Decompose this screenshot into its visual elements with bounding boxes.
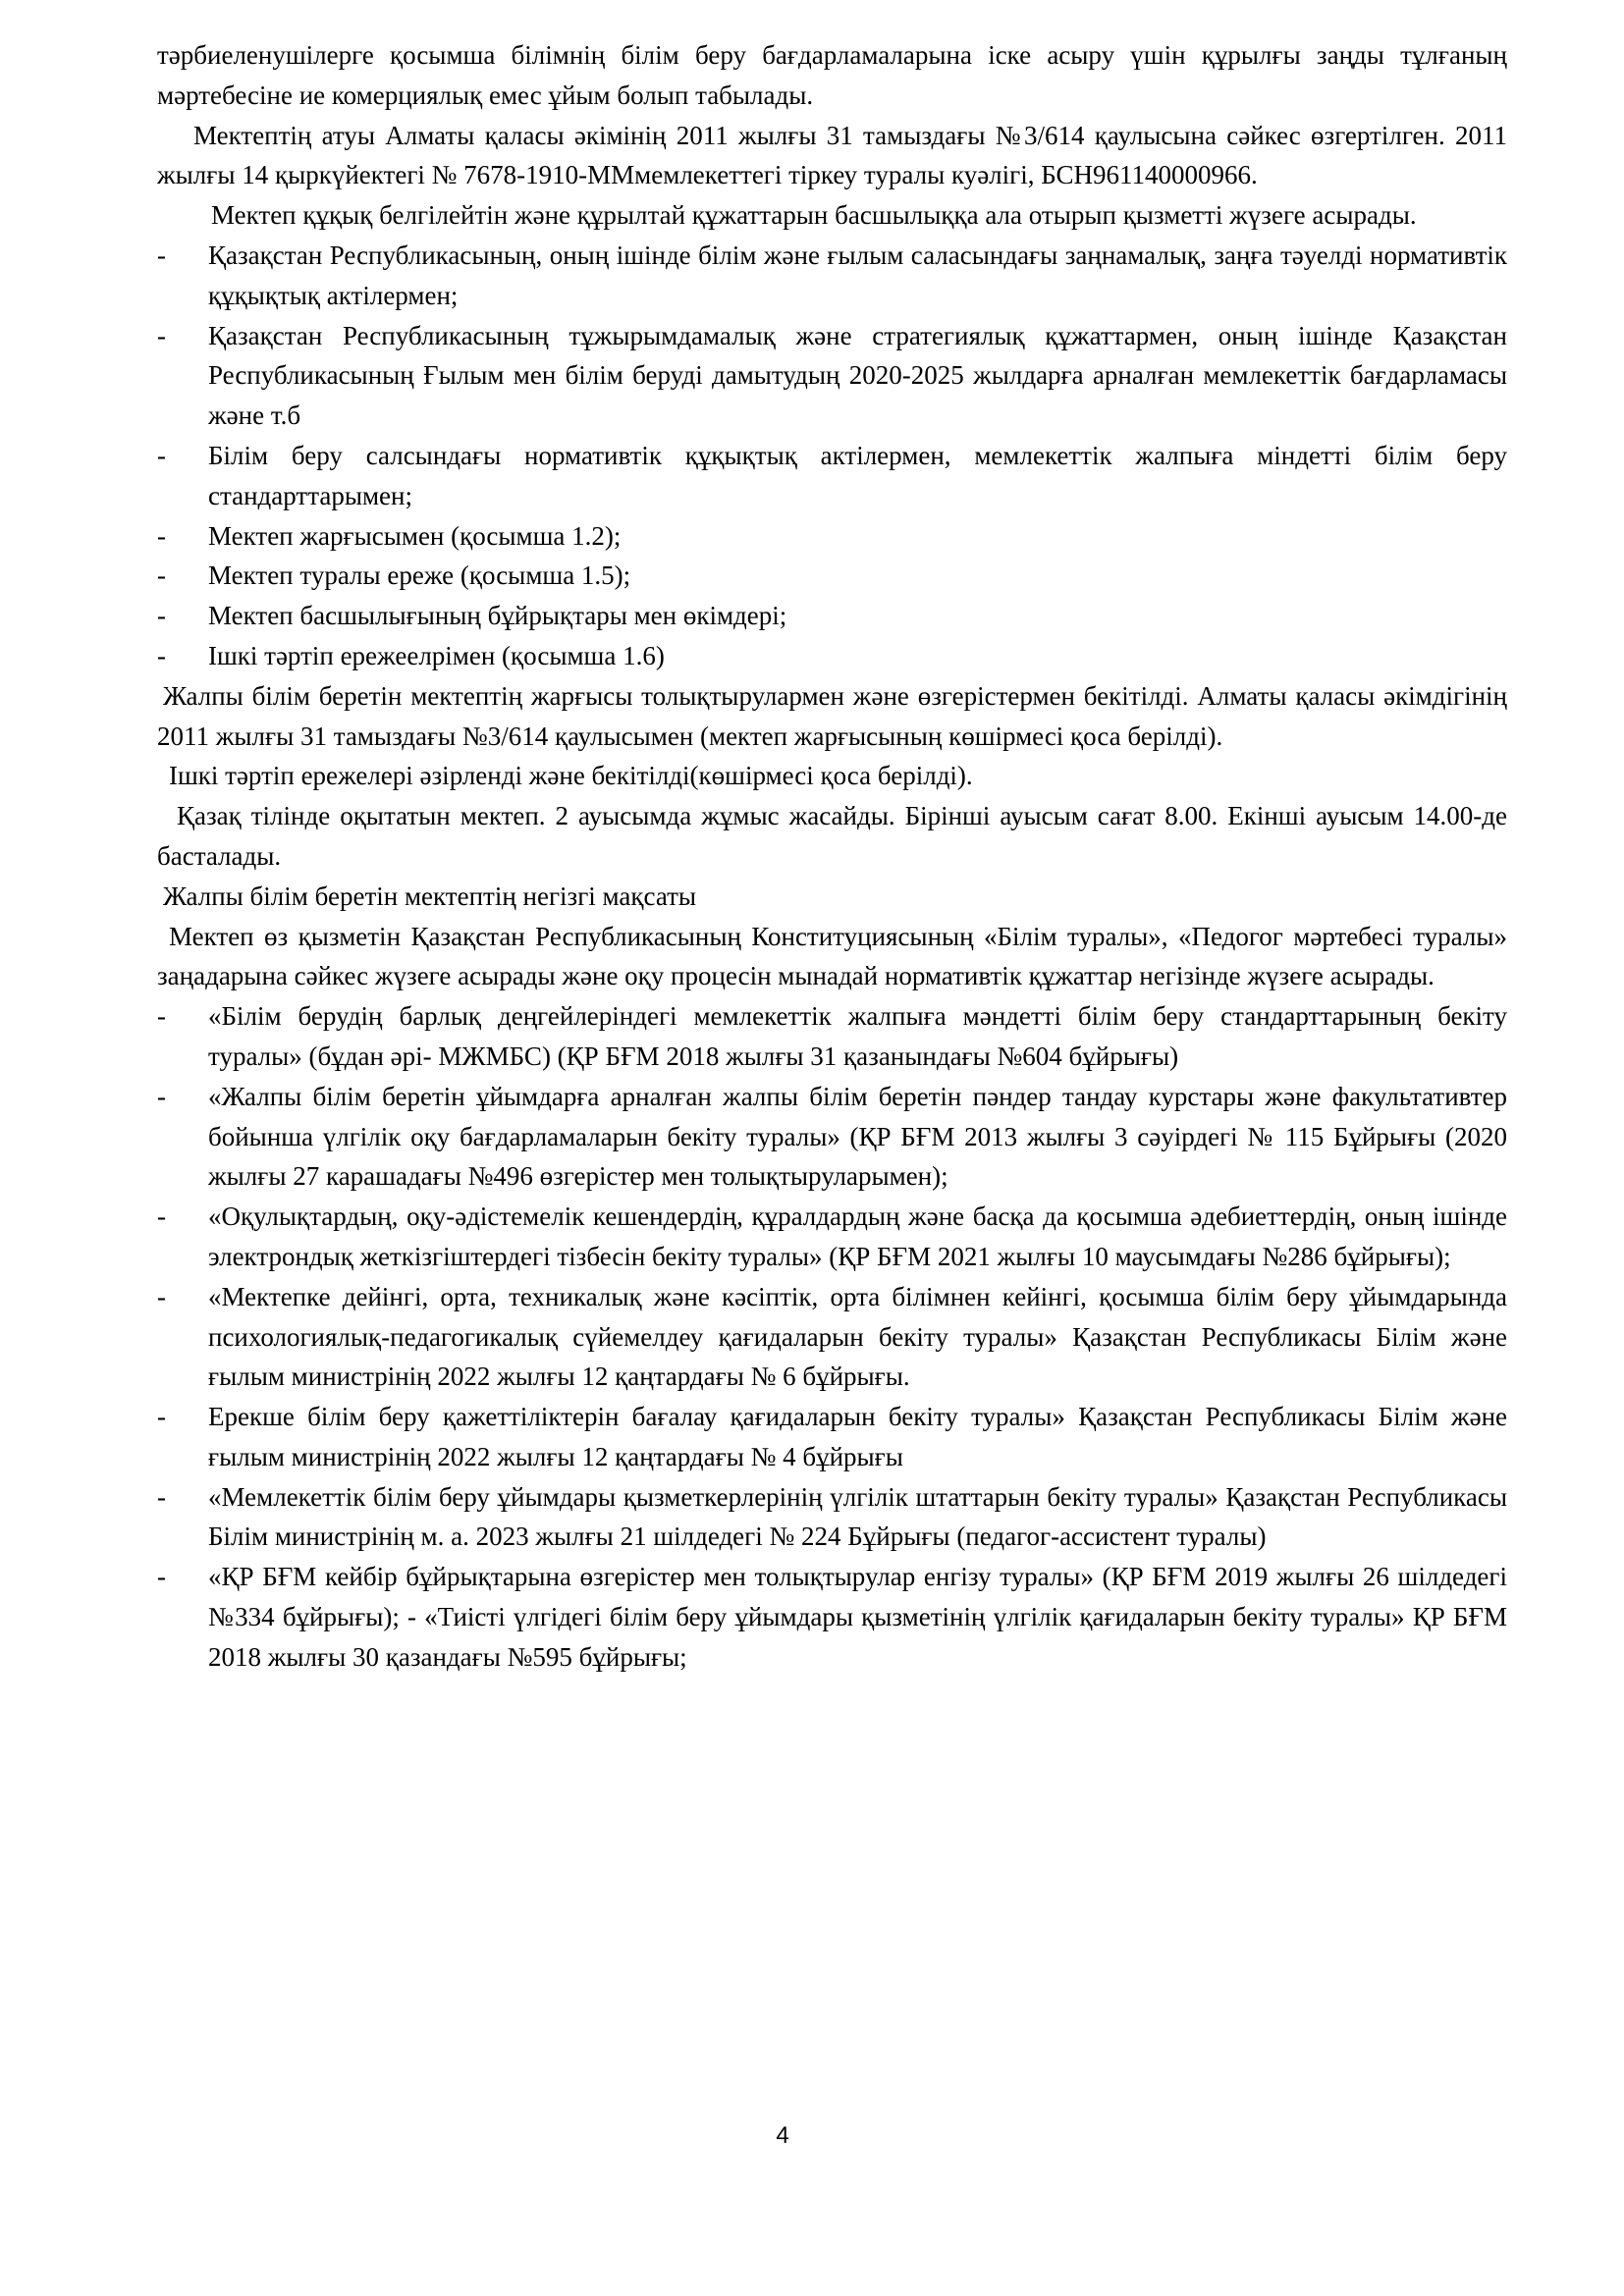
list-item-text: Қазақстан Республикасының, оның ішінде білім және ғылым саласындағы заңнамалық, заңға тәуелді нормативтік құқықтық актілермен;	[208, 240, 1507, 310]
bullet-dash: -	[157, 1081, 166, 1111]
list-item-text: «Жалпы білім беретін ұйымдарға арналған жалпы білім беретін пәндер тандау курстары және факультативтер бойынша үлгілік оқу бағдарламаларын бекіту туралы» (ҚР БҒМ 2013 жылғы 3 сәуірдегі № 115 Бұйрығы (2020 жылғы 27 карашадағы №496 өзгерістер мен толықтыруларымен);	[208, 1081, 1507, 1192]
list-item-text: Білім беру салсындағы нормативтік құқықтық актілермен, мемлекеттік жалпыға міндетті білім беру стандарттарымен;	[208, 440, 1507, 510]
paragraph: Қазақ тілінде оқытатын мектеп. 2 ауысымда жұмыс жасайды. Бірінші ауысым сағат 8.00. Екінші ауысым 14.00-де басталады.	[157, 801, 1507, 871]
list-item-text: Мектеп туралы ереже (қосымша 1.5);	[208, 561, 631, 591]
bullet-dash: -	[157, 640, 166, 670]
bullet-dash: -	[157, 240, 166, 270]
bullet-dash: -	[157, 1402, 166, 1432]
paragraph: Ішкі тәртіп ережелері әзірленді және бекітілді(көшірмесі қоса берілді).	[169, 761, 973, 791]
list-item	[157, 436, 1507, 516]
bullet-dash: -	[157, 1001, 166, 1032]
list-item-text: «ҚР БҒМ кейбір бұйрықтарына өзгерістер мен толықтырулар енгізу туралы» (ҚР БҒМ 2019 жылғы 26 шілдедегі №334 бұйрығы); - «Тиісті үлгідегі білім беру ұйымдары қызметінің үлгілік қағидаларын бекіту туралы» ҚР БҒМ 2018 жылғы 30 қазандағы №595 бұйрығы;	[208, 1562, 1507, 1672]
list-item	[157, 236, 1507, 316]
bullet-dash: -	[157, 1562, 166, 1592]
paragraph: Мектептің атуы Алматы қаласы әкімінің 2011 жылғы 31 тамыздағы №3/614 қаулысына сәйкес өзгертілген. 2011 жылғы 14 қыркүйектегі № 7678-1910-ММмемлекеттегі тіркеу туралы куәлігі, БСН961140000966.	[157, 120, 1507, 190]
list-item	[157, 1397, 1507, 1477]
bullet-dash: -	[157, 561, 166, 591]
list-item	[157, 1277, 1507, 1397]
list-item-text: «Мектепке дейінгі, орта, техникалық және кәсіптік, орта білімнен кейінгі, қосымша білім беру ұйымдарында психологиялық-педагогикалық сүйемелдеу қағидаларын бекіту туралы» Қазақстан Республикасы Білім және ғылым министрінің 2022 жылғы 12 қаңтардағы № 6 бұйрығы.	[208, 1281, 1507, 1392]
list-item	[157, 516, 1507, 557]
list-item-text: Қазақстан Республикасының тұжырымдамалық және стратегиялық құжаттармен, оның ішінде Қазақстан Республикасының Ғылым мен білім беруді дамытудың 2020-2025 жылдарға арналған мемлекеттік бағдарламасы және т.б	[208, 320, 1507, 431]
bullet-dash: -	[157, 320, 166, 350]
page-number: 4	[776, 2122, 789, 2149]
bullet-dash: -	[157, 1281, 166, 1311]
list-item-text: Мектеп басшылығының бұйрықтары мен өкімдері;	[208, 601, 787, 631]
list-item	[157, 1477, 1507, 1558]
list-item	[157, 1197, 1507, 1277]
bullet-dash: -	[157, 1481, 166, 1512]
list-item	[157, 1077, 1507, 1197]
list-item	[157, 996, 1507, 1077]
paragraph: Мектеп құқық белгілейтін және құрылтай құжаттарын басшылыққа ала отырып қызметті жүзеге асырады.	[211, 200, 1417, 231]
paragraph: Жалпы білім беретін мектептің жарғысы толықтырулармен және өзгерістермен бекітілді. Алматы қаласы әкімдігінің 2011 жылғы 31 тамыздағы №3/614 қаулысымен (мектеп жарғысының көшірмесі қоса берілді).	[157, 680, 1507, 751]
list-item	[157, 316, 1507, 436]
paragraph: тәрбиеленушілерге қосымша білімнің білім беру бағдарламаларына іске асыру үшін құрылғы заңды тұлғаның мәртебесіне ие комерциялық емес ұйым болып табылады.	[157, 40, 1507, 110]
bullet-dash: -	[157, 601, 166, 631]
page-footer	[0, 2122, 1624, 2150]
list-item	[157, 1557, 1507, 1677]
bullet-dash: -	[157, 1201, 166, 1232]
bullet-dash: -	[157, 440, 166, 470]
list-item-text: «Оқулықтардың, оқу-әдістемелік кешендердің, құралдардың және басқа да қосымша әдебиеттердің, оның ішінде электрондық жеткізгіштердегі тізбесін бекіту туралы» (ҚР БҒМ 2021 жылғы 10 маусымдағы №286 бұйрығы);	[208, 1201, 1507, 1271]
list-item-text: Ерекше білім беру қажеттіліктерін бағалау қағидаларын бекіту туралы» Қазақстан Республикасы Білім және ғылым министрінің 2022 жылғы 12 қаңтардағы № 4 бұйрығы	[208, 1402, 1507, 1471]
list-item	[157, 596, 1507, 636]
list-item	[157, 556, 1507, 596]
list-item-text: Ішкі тәртіп ережеелрімен (қосымша 1.6)	[208, 640, 665, 670]
list-item-text: «Мемлекеттік білім беру ұйымдары қызметкерлерінің үлгілік штаттарын бекіту туралы» Қазақстан Республикасы Білім министрінің м. а. 2023 жылғы 21 шілдедегі № 224 Бұйрығы (педагог-ассистент туралы)	[208, 1481, 1507, 1552]
list-item	[157, 636, 1507, 676]
list-item-text: «Білім берудің барлық деңгейлеріндегі мемлекеттік жалпыға мәндетті білім беру стандарттарының бекіту туралы» (бұдан әрі- МЖМБС) (ҚР БҒМ 2018 жылғы 31 қазанындағы №604 бұйрығы)	[208, 1001, 1507, 1071]
bullet-dash: -	[157, 520, 166, 551]
section-heading: Жалпы білім беретін мектептің негізгі мақсаты	[163, 881, 697, 911]
list-item-text: Мектеп жарғысымен (қосымша 1.2);	[208, 520, 622, 551]
document-page	[157, 35, 1507, 1678]
paragraph: Мектеп өз қызметін Қазақстан Республикасының Конституциясының «Білім туралы», «Педогог мәртебесі туралы» заңадарына сәйкес жүзеге асырады және оқу процесін мынадай нормативтік құжаттар негізінде жүзеге асырады.	[157, 921, 1507, 991]
